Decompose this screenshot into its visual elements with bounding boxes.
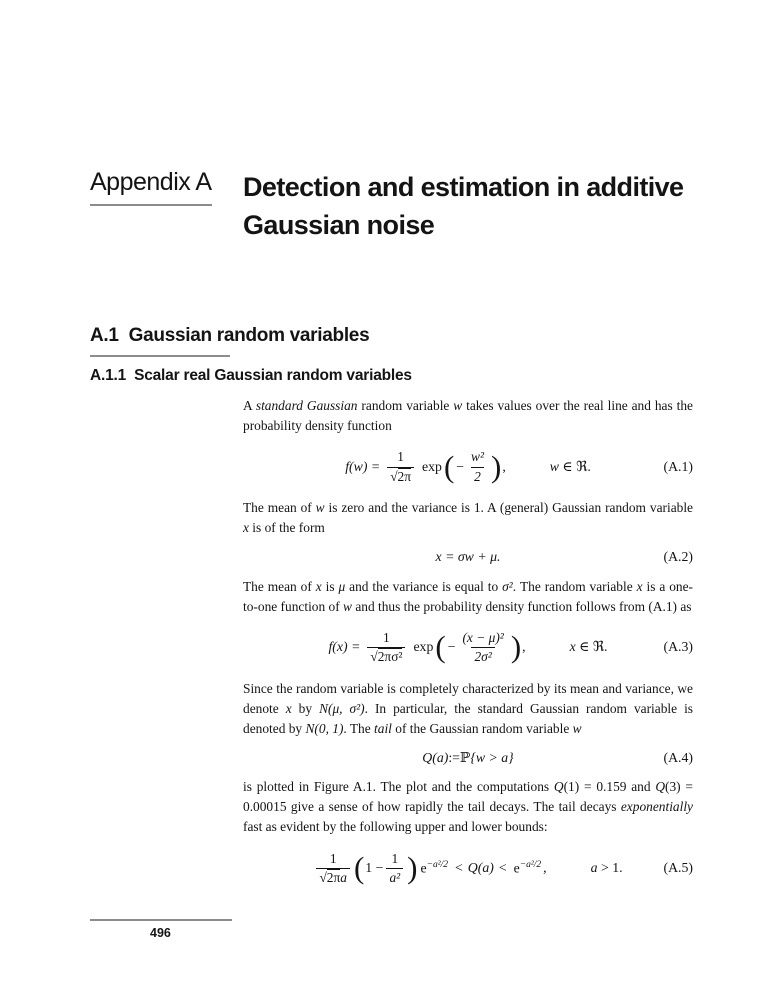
appendix-label-column	[90, 168, 243, 244]
big-left-paren: (	[353, 849, 365, 885]
sqrt-radicand: 2π	[326, 869, 341, 885]
big-right-paren: )	[510, 629, 522, 665]
subsection-heading-a11	[90, 366, 693, 386]
big-right-paren: )	[407, 849, 418, 885]
eq-a3-lhs: f(x) =	[328, 639, 361, 655]
fraction: $\frac{\text{(x − μ)²}}{\text{2σ²}}$	[462, 629, 504, 665]
equation-condition: w ∈ ℜ.	[549, 458, 591, 474]
appendix-label: Appendix A	[90, 168, 212, 206]
sqrt-sign: √	[370, 649, 378, 665]
equation-condition: x ∈ ℜ.	[569, 639, 608, 655]
equation-a1-body: f(w) = $\frac{1}{√2\pi}$ exp ( − $\frac{\text{w²}}{2}$ ) ,	[345, 448, 506, 484]
paragraph-1: A standard Gaussian random variable w takes values over the real line and has the probability density function	[243, 398, 693, 433]
equation-number: (A.5)	[663, 859, 693, 875]
equation-a1	[243, 445, 693, 489]
section-underline	[90, 355, 230, 357]
equation-number: (A.4)	[663, 749, 693, 765]
subsection-number: A.1.1	[90, 367, 127, 384]
equation-condition: a > 1.	[590, 859, 623, 875]
equation-a3	[243, 626, 693, 670]
fraction: $\frac{1}{\text{a²}}$	[386, 851, 403, 886]
appendix-title-line-1: Detection and estimation in additive	[243, 172, 684, 202]
paragraph-2: The mean of w is zero and the variance is 1. A (general) Gaussian random variable x is of the form	[243, 500, 693, 535]
fraction: $\frac{1}{√2\pi}$	[387, 449, 414, 484]
exp-function: exp	[413, 639, 434, 655]
fraction: $\frac{1}{√2\pi a}$	[316, 851, 350, 886]
equation-a5	[243, 846, 693, 890]
paragraph-3: The mean of x is μ and the variance is equal to σ². The random variable x is a one-to-one function of w and thus the probability density function follows from (A.1) as	[243, 578, 693, 614]
section-block	[90, 324, 693, 386]
subsection-title: Scalar real Gaussian random variables	[134, 367, 412, 384]
equation-number: (A.3)	[663, 639, 693, 655]
paragraph-5: is plotted in Figure A.1. The plot and the computations Q(1) = 0.159 and Q(3) = 0.00015 give a sense of how rapidly the tail decays. The tail decays exponentially fast as evident by the following upper and lower bounds:	[243, 779, 693, 835]
equation-a2	[243, 549, 693, 566]
section-number: A.1	[90, 325, 119, 346]
fraction: $\frac{1}{\text{√2πσ²}}$	[367, 630, 405, 665]
section-title: Gaussian random variables	[128, 325, 370, 346]
appendix-title-line-2: Gaussian noise	[243, 210, 435, 240]
page-number: 496	[150, 926, 171, 940]
equation-a2-body: x = σw + μ.	[435, 549, 501, 564]
exp-function: exp	[422, 458, 442, 474]
appendix-title	[243, 168, 683, 244]
big-right-paren: )	[491, 448, 502, 484]
sqrt-radicand: 2πσ²	[377, 649, 403, 665]
section-heading-a1	[90, 324, 693, 348]
sqrt-sign: √	[390, 468, 398, 484]
e-exponential: $e^{-a^2/2}$	[420, 859, 449, 876]
footer-rule	[90, 919, 232, 921]
equation-a4-body: Q(a) := ℙ {w > a}	[422, 749, 514, 765]
e-exponential: $e^{-a^2/2}$	[513, 859, 542, 876]
body-column	[243, 396, 693, 890]
paragraph-4: Since the random variable is completely characterized by its mean and variance, we denote x by N(μ, σ²). In particular, the standard Gaussian random variable is denoted by N(0, 1). The tail of the Gaussian random variable w	[243, 680, 694, 736]
big-left-paren: (	[443, 448, 455, 484]
appendix-header	[90, 168, 693, 244]
equation-a5-body: $\frac{1}{√2\pi a}$ ( 1 − $\frac{1}{\text{a²}}$ ) $e^{-a^2/2}$ < Q(a) < $e^{-a^2/2}$ ,	[313, 851, 546, 886]
double-struck-p: ℙ	[459, 749, 471, 765]
big-left-paren: (	[435, 629, 446, 665]
fraction: $\frac{\text{w²}}{2}$	[471, 449, 484, 484]
equation-number: (A.2)	[663, 549, 693, 564]
sqrt-radicand: 2π	[397, 468, 412, 484]
eq-a1-lhs: f(w) =	[345, 458, 381, 474]
equation-a4	[243, 750, 693, 767]
equation-a3-body: f(x) = $\frac{1}{\text{√2πσ²}}$ exp ( − $\frac{\text{(x − μ)²}}{\text{2σ²}}$ ) ,	[328, 629, 526, 665]
equation-number: (A.1)	[663, 458, 693, 474]
page-footer	[90, 919, 232, 940]
sqrt-sign: √	[319, 869, 327, 885]
